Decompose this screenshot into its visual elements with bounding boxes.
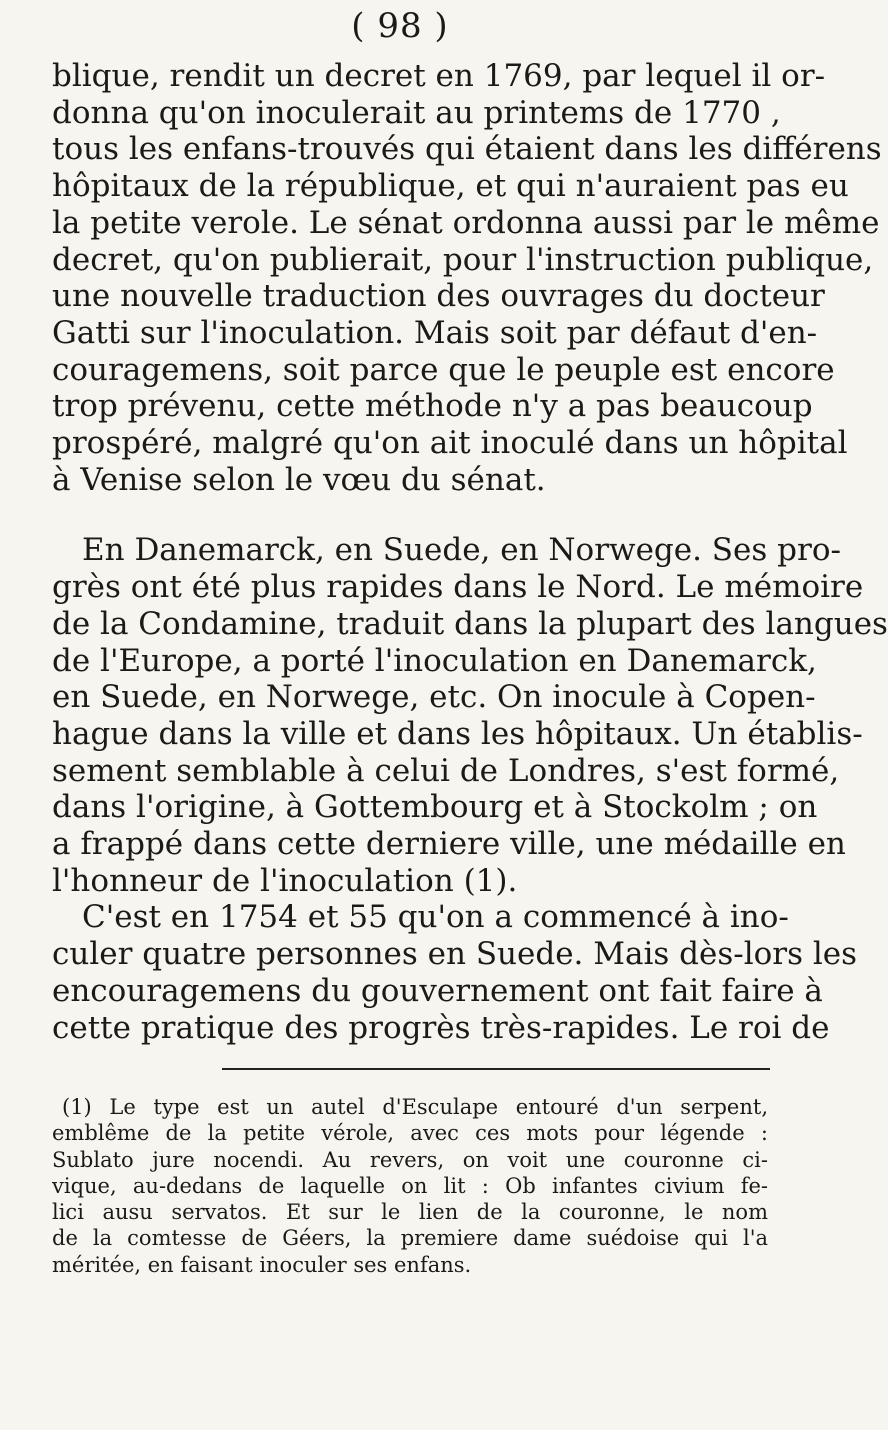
text-line: encouragemens du gouvernement ont fait faire à [52,972,823,1009]
footnote-line: vique, au-dedans de laquelle on lit : Ob infantes civium fe- [52,1173,768,1198]
text-line: en Suede, en Norwege, etc. On inocule à Copen- [52,679,816,716]
text-line: decret, qu'on publierait, pour l'instruction publique, [52,241,874,278]
text-line: tous les enfans-trouvés qui étaient dans les différens [52,131,882,168]
footnote-line: de la comtesse de Géers, la premiere dame suédoise qui l'a [52,1226,768,1251]
paragraph [52,58,882,498]
text-line: de l'Europe, a porté l'inoculation en Danemarck, [52,642,817,679]
page-number: ( 98 ) [351,6,449,46]
footnote-line: méritée, en faisant inoculer ses enfans. [52,1252,472,1277]
text-line: à Venise selon le vœu du sénat. [52,461,546,498]
text-line: cette pratique des progrès très-rapides. Le roi de [52,1009,830,1046]
text-line: dans l'origine, à Gottembourg et à Stockolm ; on [52,789,818,826]
text-line: la petite verole. Le sénat ordonna aussi par le même [52,204,880,241]
footnote-line: (1) Le type est un autel d'Esculape entouré d'un serpent, [62,1095,768,1119]
body-text [52,58,888,1046]
paragraph [52,899,858,1046]
footnote-line: lici ausu servatos. Et sur le lien de la couronne, le nom [52,1200,768,1225]
text-line: culer quatre personnes en Suede. Mais dès-lors les [52,936,858,973]
paragraph-gap [52,498,768,532]
text-line: Gatti sur l'inoculation. Mais soit par défaut d'en- [52,314,818,351]
text-line: En Danemarck, en Suede, en Norwege. Ses pro- [82,532,841,569]
text-line: couragemens, soit parce que le peuple est encore [52,351,835,388]
text-line: de la Condamine, traduit dans la plupart des langues [52,605,888,642]
text-line: une nouvelle traduction des ouvrages du docteur [52,278,825,315]
text-line: blique, rendit un decret en 1769, par lequel il or- [52,58,826,94]
paragraph [52,532,888,899]
text-line: C'est en 1754 et 55 qu'on a commencé à ino- [82,899,789,936]
text-line: l'honneur de l'inoculation (1). [52,862,518,899]
footnote [52,1094,768,1278]
text-line: hôpitaux de la république, et qui n'auraient pas eu [52,168,849,205]
text-line: donna qu'on inoculerait au printems de 1770 , [52,94,781,131]
text-line: sement semblable à celui de Londres, s'est formé, [52,752,840,789]
text-line: grès ont été plus rapides dans le Nord. Le mémoire [52,569,864,606]
text-line: hague dans la ville et dans les hôpitaux. Un établis- [52,715,863,752]
footnote-line: emblême de la petite vérole, avec ces mots pour légende : [52,1121,768,1146]
text-line: a frappé dans cette derniere ville, une médaille en [52,826,846,863]
footnote-divider [222,1068,770,1070]
text-line: prospéré, malgré qu'on ait inoculé dans un hôpital [52,425,848,462]
footnote-line: Sublato jure nocendi. Au revers, on voit une couronne ci- [52,1147,768,1172]
text-line: trop prévenu, cette méthode n'y a pas beaucoup [52,388,813,425]
